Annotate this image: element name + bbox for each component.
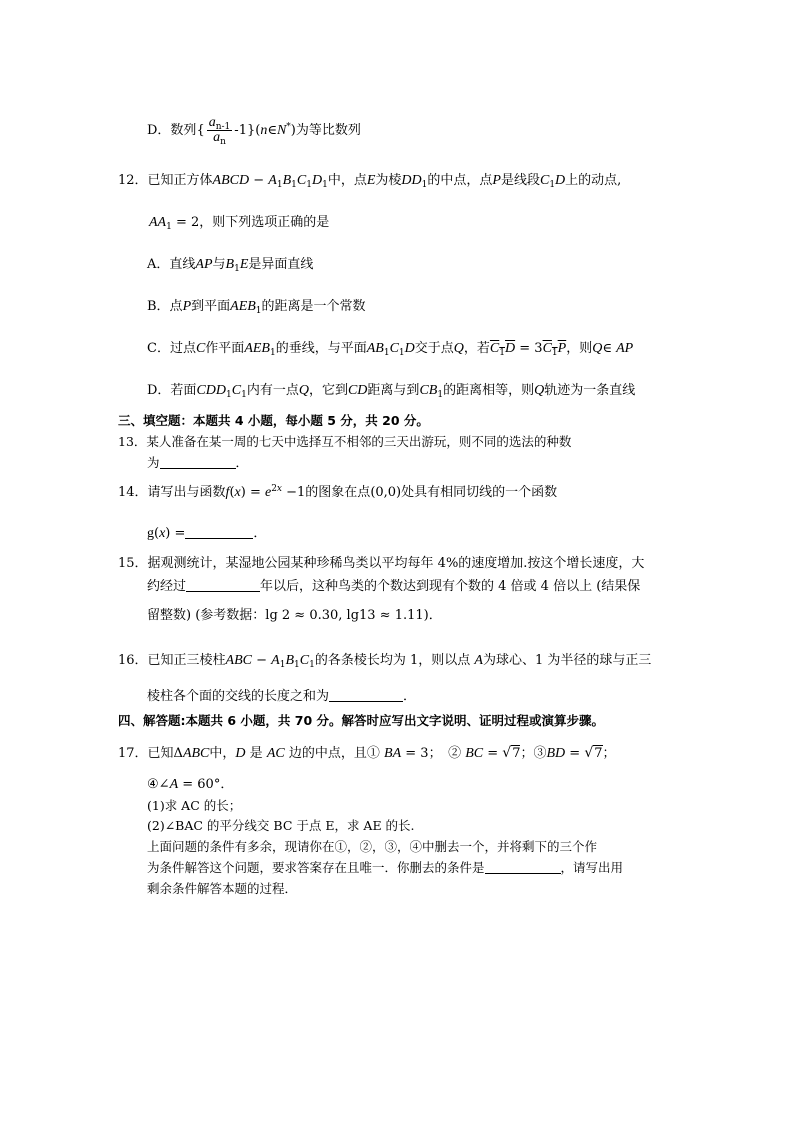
q12-option-d: D．若面$CDD_1C_1$内有一点Q，它到CD距离与到$CB_1$的距离相等，则Q轨迹为一条直线 <box>147 383 636 400</box>
sequence-fraction: $\frac{a_{n-1}}{a_n}$ <box>208 115 231 147</box>
q14-answer-line: g(x) = ． <box>147 526 267 541</box>
answer-blank-15[interactable] <box>186 578 260 592</box>
q15-line1: 15．据观测统计，某湿地公园某种珍稀鸟类以平均每年 4%的速度增加.按这个增长速度，大 <box>118 556 645 571</box>
q16-line1: 16．已知正三棱柱ABC − $A_1B_1C_1$的各条棱长均为 1，则以点 A为球心、1 为半径的球与正三 <box>118 653 652 670</box>
q15-line3: 留整数) (参考数据：lg 2 ≈ 0.30, lg13 ≈ 1.11)． <box>147 608 442 623</box>
section-4-heading: 四、解答题:本题共 6 小题，共 70 分。解答时应写出文字说明、证明过程或演算步骤。 <box>118 713 605 728</box>
q17-note-line2: 为条件解答这个问题，要求答案存在且唯一．你删去的条件是 ，请写出用 <box>147 860 624 875</box>
q17-line1: 17．已知ΔABC中，D 是 AC 边的中点，且① BA = 3； ② BC = √7；③BD = √7； <box>118 745 616 761</box>
q11-option-d: D．数列{ $\frac{a_{n-1}}{a_n}$ -1}(n∈N*)为等比数列 <box>147 115 361 147</box>
q17-note-line3: 剩余条件解答本题的过程． <box>147 881 298 896</box>
q15-line2: 约经过 年以后，这种鸟类的个数达到现有个数的 4 倍或 4 倍以上 (结果保 <box>147 579 641 594</box>
q12-option-c: C．过点C作平面$AEB_1$的垂线，与平面$AB_1C_1D$交于点Q，若$C_1D = 3C_1P$，则Q∈ AP <box>147 341 634 358</box>
answer-blank-17[interactable] <box>485 860 561 874</box>
answer-blank-13[interactable] <box>160 455 236 469</box>
q16-line2: 棱柱各个面的交线的长度之和为 ． <box>147 689 417 704</box>
q14-stem: 14．请写出与函数$f(x) = e^{2x} -1$的图象在点(0,0)处具有相同切线的一个函数 <box>118 484 558 500</box>
q12-stem: 12．已知正方体ABCD − $A_1B_1C_1D_1$中，点E为棱$DD_1$的中点，点P是线段$C_1D$上的动点, <box>118 173 622 190</box>
q17-note-line1: 上面问题的条件有多余，现请你在①，②，③，④中删去一个，并将剩下的三个作 <box>147 839 598 854</box>
q12-option-a: A．直线AP与$B_1E$是异面直线 <box>147 257 314 274</box>
section-3-heading: 三、填空题：本题共 4 小题，每小题 5 分，共 20 分。 <box>118 413 429 428</box>
answer-blank-16[interactable] <box>329 688 403 702</box>
q12-condition: $AA_1 = 2$，则下列选项正确的是 <box>149 215 330 232</box>
q13-line2: 为 ． <box>147 455 249 470</box>
answer-blank-14[interactable] <box>185 525 253 539</box>
q13-line1: 13．某人准备在某一周的七天中选择互不相邻的三天出游玩，则不同的选法的种数 <box>118 434 572 449</box>
q17-part1: (1)求 AC 的长； <box>147 798 242 813</box>
q17-part2: (2)∠BAC 的平分线交 BC 于点 E，求 AE 的长. <box>147 818 415 833</box>
q12-option-b: B．点P到平面$AEB_1$的距离是一个常数 <box>147 299 366 316</box>
q17-condition-4: ④∠A = 60°． <box>147 777 234 792</box>
